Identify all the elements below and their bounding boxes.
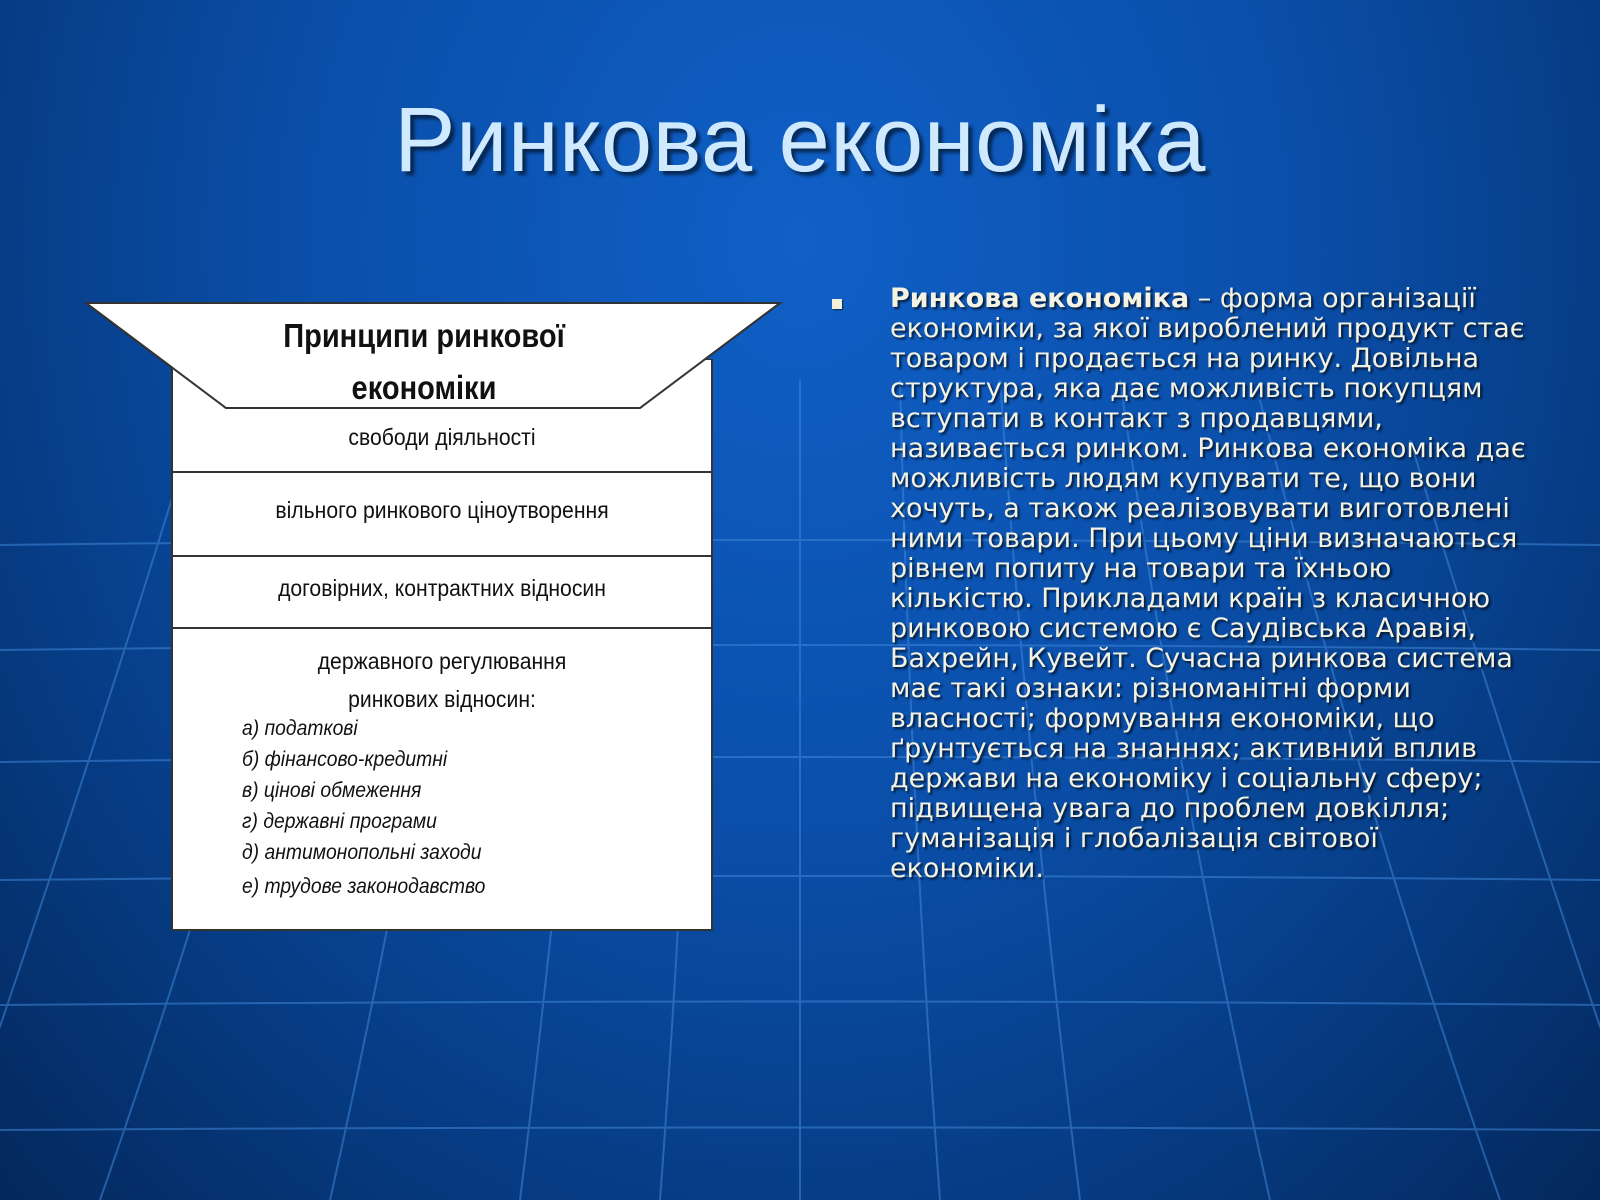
regulation-list — [242, 713, 662, 902]
regulation-item: б) фінансово-кредитні — [242, 748, 448, 771]
definition-text: – форма організації економіки, за якої вироблений продукт стає товаром і продається на ринку. Довільна структура, яка дає можливість покупцям вступати в контакт з продавцями, називається ринком. Ринкова економіка дає можливість людям купувати те, що вони хочуть, а також реалізовувати виготовлені ними товари. При цьому ціни визначаються рівнем попиту на товари та їхньою кількістю. Прикладами країн з класичною ринковою системою є Саудівська Аравія, Бахрейн, Кувейт. Сучасна ринкова система має такі ознаки: різноманітні форми власності; формування економіки, що ґрунтується на знаннях; активний вплив держави на економіку і соціальну сферу; підвищена увага до проблем довкілля; гуманізація і глобалізація світової економіки. — [890, 283, 1526, 884]
principle-row-2: вільного ринкового ціноутворення — [275, 497, 609, 523]
regulation-item: е) трудове законодавство — [242, 875, 486, 898]
diagram-heading: Принципи ринкової економіки — [283, 317, 565, 406]
regulation-item: д) антимонопольні заходи — [242, 841, 482, 864]
principle-row-4: державного регулювання ринкових відносин: — [317, 648, 567, 712]
definition-paragraph — [890, 284, 1530, 884]
definition-term: Ринкова економіка — [890, 283, 1190, 314]
regulation-item: в) цінові обмеження — [242, 779, 422, 802]
regulation-item: а) податкові — [242, 717, 358, 740]
principle-row-3: договірних, контрактних відносин — [278, 575, 606, 601]
bullet-square-icon — [832, 299, 842, 309]
regulation-item: г) державні програми — [242, 810, 437, 833]
principles-diagram — [84, 300, 784, 940]
slide-title: Ринкова економіка — [394, 89, 1206, 191]
principle-row-1: свободи діяльності — [348, 424, 536, 450]
